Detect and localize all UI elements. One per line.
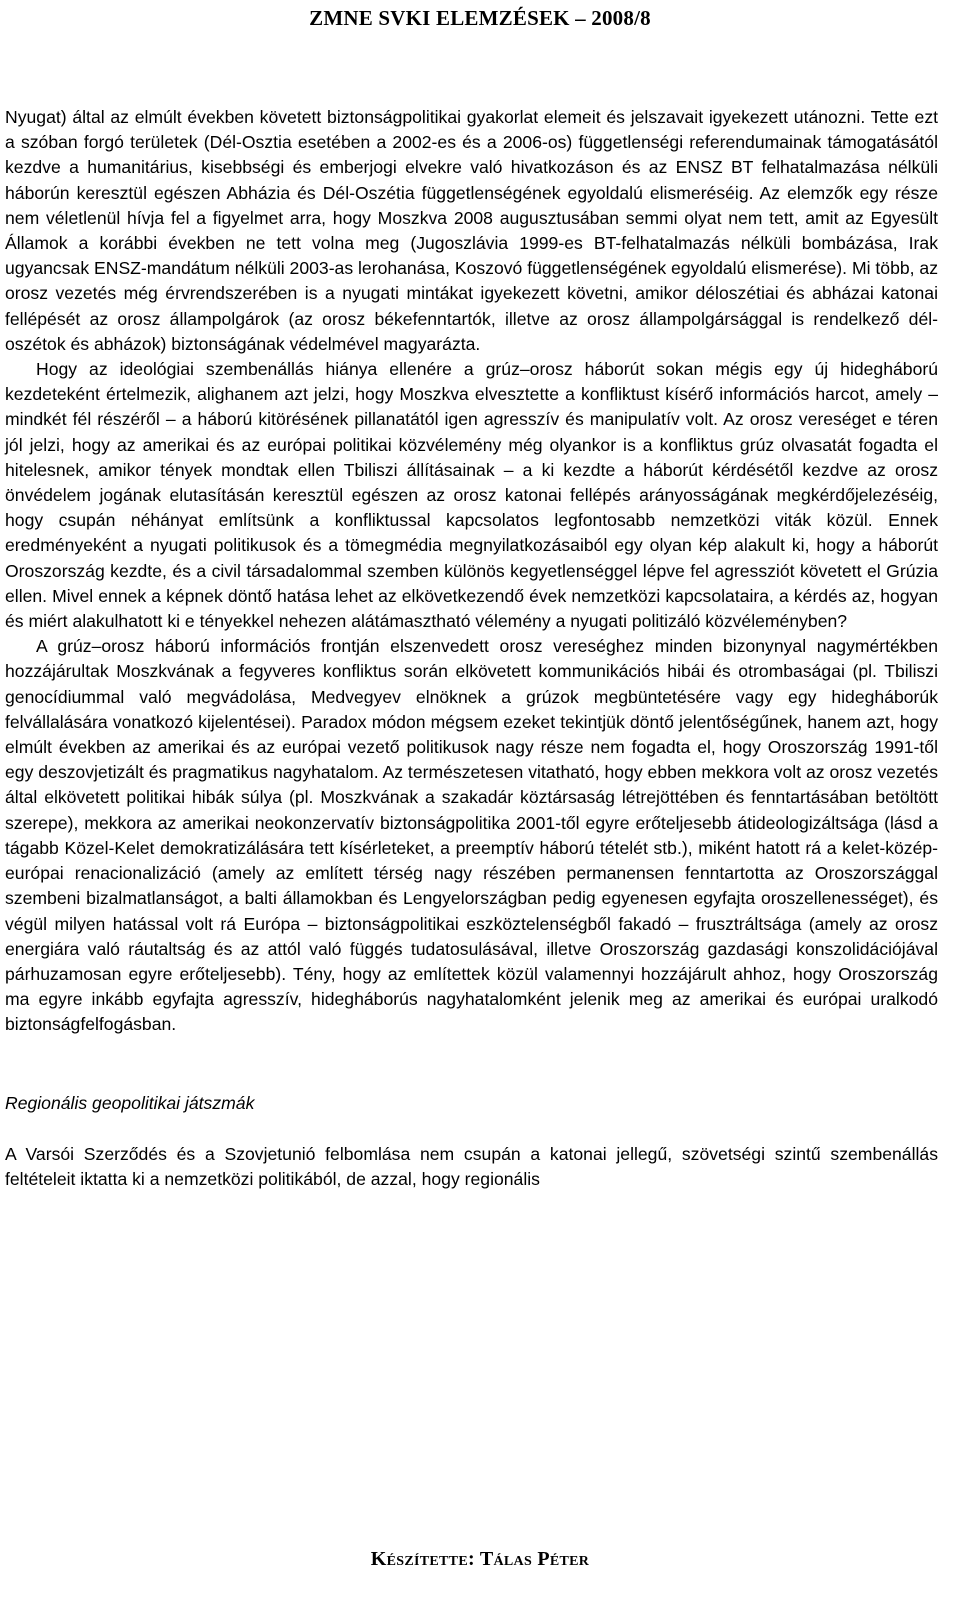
section-paragraph: A Varsói Szerződés és a Szovjetunió felbomlása nem csupán a katonai jellegű, szövetségi szintű szembenállás feltételeit iktatta ki a nemzetközi politikából, de azzal, hogy regionális [5,1143,938,1189]
paragraph-1: Nyugat) által az elmúlt években követett biztonságpolitikai gyakorlat elemeit és jelszavait igyekezett utánozni. Tette ezt a szóban forgó területek (Dél-Osztia esetében a 2002-es és a 2006-os) függetlenségi referendumainak támogatásától kezdve a humanitárius, kisebbségi és emberjogi elvekre való hivatkozáson és az ENSZ BT felhatalmazása nélküli háborún keresztül egészen Abházia és Dél-Oszétia függetlenségének egyoldalú elismeréséig. Az elemzők egy része nem véletlenül hívja fel a figyelmet arra, hogy Moszkva 2008 augusztusában semmi olyat nem tett, amit az Egyesült Államok a korábbi években ne tett volna meg (Jugoszlávia 1999-es BT-felhatalmazás nélküli bombázása, Irak ugyancsak ENSZ-mandátum nélküli 2003-as lerohanása, Koszovó függetlenségének egyoldalú elismerése). Mi több, az orosz vezetés még érvrendszerében is a nyugati mintákat igyekezett követni, amikor déloszétiai és abházai katonai fellépését az orosz állampolgárok (az orosz békefenntartók, illetve az orosz állampolgársággal is rendelkező dél-oszétok és abházok) biztonságának védelmével magyarázta. [5,107,938,354]
page-footer: Készítette: Tálas Péter [370,1548,590,1570]
page-header: ZMNE SVKI ELEMZÉSEK – 2008/8 [309,6,651,30]
section-heading: Regionális geopolitikai játszmák [5,1092,255,1113]
paragraph-2: Hogy az ideológiai szembenállás hiánya ellenére a grúz–orosz háborút sokan mégis egy új hidegháború kezdeteként értelmezik, alighanem azt jelzi, hogy Moszkva elvesztette a konfliktust kísérő információs harcot, amely – mindkét fél részéről – a háború kitörésének pillanatától igen agresszív és manipulatív volt. Az orosz vereséget e téren jól jelzi, hogy az amerikai és az európai politikai közvélemény még olyankor is a konfliktus grúz olvasatát fogadta el hitelesnek, amikor tények mondtak ellen Tbiliszi állításainak – a ki kezdte a háborút kérdésétől kezdve az orosz önvédelem jogának elutasításán keresztül egészen az orosz katonai fellépés arányosságának megkérdőjelezéséig, hogy csupán néhányat említsünk a konfliktussal kapcsolatos legfontosabb nemzetközi viták közül. Ennek eredményeként a nyugati politikusok és a tömegmédia megnyilatkozásaiból egy olyan kép alakult ki, hogy a háborút Oroszország kezdte, és a civil társadalommal szemben különös kegyetlenséggel lépve fel agressziót követett el Grúzia ellen. Mivel ennek a képnek döntő hatása lehet az elkövetkezendő évek nemzetközi kapcsolataira, a kérdés az, hogyan és miért alakulhatott ki e tényekkel nehezen alátámasztható vélemény a nyugati politizáló közvéleményben? [5,359,938,632]
paragraph-3: A grúz–orosz háború információs frontján elszenvedett orosz vereséghez minden bizonynyal nagymértékben hozzájárultak Moszkvának a fegyveres konfliktus során elkövetett kommunikációs hibái és otrombaságai (pl. Tbiliszi genocídiummal való megvádolása, Medvegyev elnöknek a grúzok megbüntetésére vagy egy hidegháborúk felvállalására vonatkozó kijelentései). Paradox módon mégsem ezeket tekintjük döntő jelentőségűnek, hanem azt, hogy elmúlt években az amerikai és az európai vezető politikusok nagy része nem fogadta el, hogy Oroszország 1991-től egy deszovjetizált és pragmatikus nagyhatalom. Az természetesen vitatható, hogy ebben mekkora volt az orosz vezetés által elkövetett politikai hibák súlya (pl. Moszkvának a szakadár köztársaság létrejöttében és fenntartásában betöltött szerepe), mekkora az amerikai neokonzervatív biztonságpolitika 2001-től egyre erőteljesebb átideologizáltsága (lásd a tágabb Közel-Kelet demokratizálására tett kísérleteket, a preemptív háború tételét stb.), miként hatott rá a kelet-közép-európai renacionalizáció (amely az említett térség nagy részében permanensen fenntartotta az Oroszországgal szembeni bizalmatlanságot, a balti államokban és Lengyelországban pedig egyenesen egyfajta oroszellenességet), és végül milyen hatással volt rá Európa – biztonságpolitikai eszköztelenségből fakadó – frusztráltsága (amely az orosz energiára való ráutaltság és az attól való függés tudatosulásával, illetve Oroszország gazdasági konszolidációjával párhuzamosan egyre erőteljesebb). Tény, hogy az említettek közül valamennyi hozzájárult ahhoz, hogy Oroszország ma egyre inkább egyfajta agresszív, hidegháborús nagyhatalomként jelenik meg az amerikai és európai uralkodó biztonságfelfogásban. [5,636,938,1035]
document-body [5,105,938,1192]
